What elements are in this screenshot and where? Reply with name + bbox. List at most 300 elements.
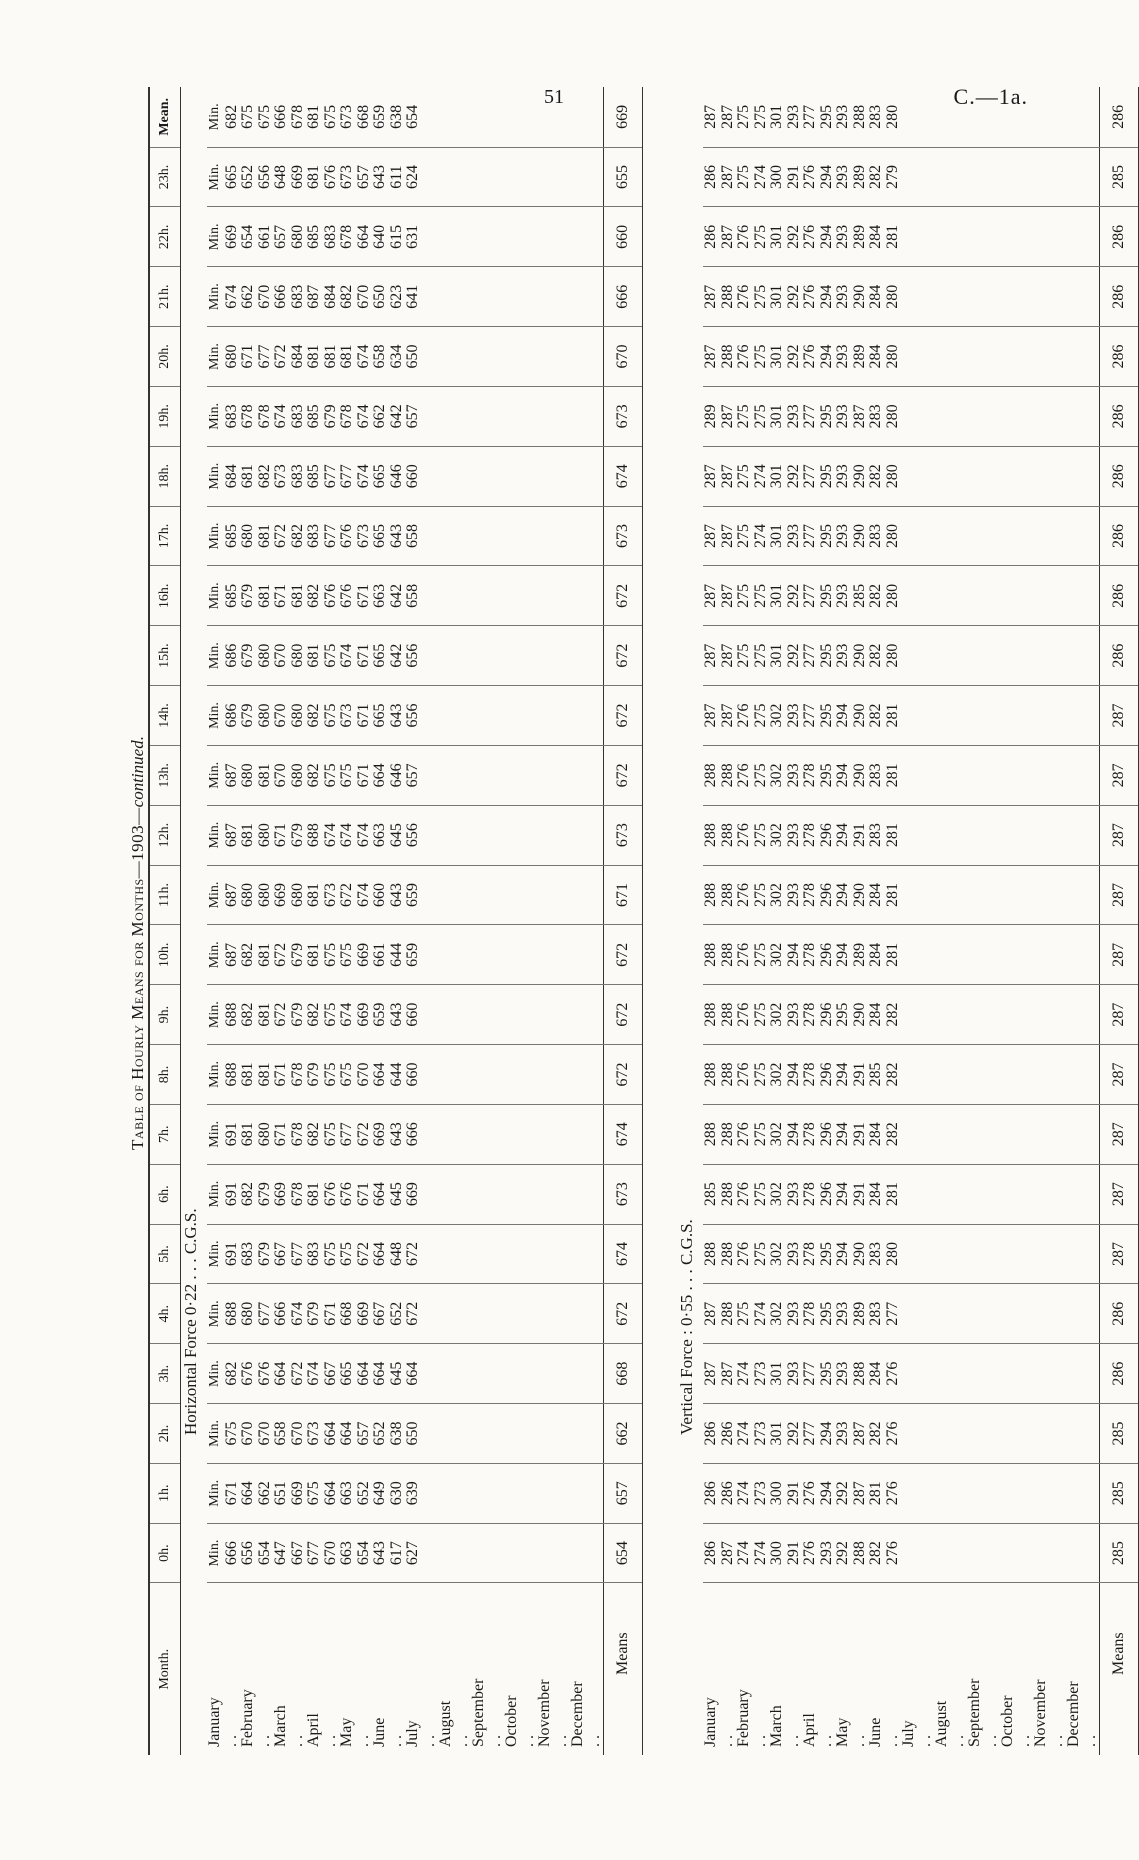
value-cell: 293 (784, 1182, 802, 1207)
value-cell: 278 (801, 763, 818, 788)
mean-value: 286 (1100, 446, 1139, 506)
mean-value: 287 (1100, 1045, 1139, 1105)
value-cell: 681 (338, 344, 355, 369)
value-cell: 671 (354, 763, 372, 788)
value-cell: 284 (867, 942, 884, 967)
value-cell: 682 (222, 1361, 240, 1386)
value-cell: 675 (321, 1002, 339, 1027)
column-header-8h: 8h. (149, 1045, 181, 1105)
value-cell: 669 (288, 165, 306, 190)
value-cell: 666 (272, 1301, 289, 1326)
mean-value: 673 (604, 1164, 643, 1224)
value-cell: 287 (850, 1421, 868, 1446)
month-label (703, 1584, 736, 1748)
month-name: September (470, 1678, 487, 1747)
hour-values (703, 1164, 1100, 1224)
month-name: December (569, 1681, 586, 1747)
value-cell: 288 (718, 1062, 736, 1087)
value-cell: 274 (751, 165, 769, 190)
value-cell: 682 (239, 1182, 256, 1207)
value-cell: 682 (305, 1122, 322, 1147)
hour-values (207, 1045, 604, 1105)
value-cell: 678 (288, 1182, 306, 1207)
value-cell: 658 (371, 344, 388, 369)
unit-label: Min. (207, 1240, 222, 1268)
value-cell: 664 (371, 1241, 388, 1266)
leader-dots: . . (486, 1735, 504, 1747)
value-cell: 672 (288, 1361, 306, 1386)
mean-value: 286 (1100, 626, 1139, 686)
value-cell: 672 (272, 1002, 289, 1027)
value-cell: 671 (222, 1481, 240, 1506)
value-cell: 278 (801, 942, 818, 967)
value-cell: 276 (801, 224, 818, 249)
value-cell: 301 (768, 344, 785, 369)
means-label: Means (1100, 1583, 1139, 1755)
value-cell: 675 (321, 1241, 339, 1266)
mean-value: 672 (604, 745, 643, 805)
value-cell: 276 (735, 224, 752, 249)
value-cell: 657 (272, 224, 289, 249)
value-cell: 670 (354, 284, 372, 309)
value-cell: 291 (784, 165, 802, 190)
value-cell: 670 (288, 1421, 306, 1446)
value-cell: 277 (801, 703, 818, 728)
value-cell: 681 (305, 344, 322, 369)
value-cell: 668 (354, 104, 372, 129)
month-label (868, 1584, 901, 1748)
section-heading-row (181, 87, 208, 1755)
mean-value: 286 (1100, 506, 1139, 566)
value-cell: 681 (305, 942, 322, 967)
value-cell: 275 (751, 1182, 769, 1207)
hour-values (207, 147, 604, 207)
value-cell: 679 (305, 1301, 322, 1326)
value-cell: 287 (702, 524, 719, 549)
value-cell: 301 (768, 284, 785, 309)
value-cell: 287 (718, 224, 736, 249)
hour-values (703, 1224, 1100, 1284)
value-cell: 672 (404, 1301, 421, 1326)
value-cell: 289 (850, 224, 868, 249)
value-cell: 676 (321, 1182, 339, 1207)
value-cell: 658 (272, 1421, 289, 1446)
unit-label: Min. (207, 223, 222, 251)
value-cell: 671 (354, 1182, 372, 1207)
leader-dots: . . (552, 1735, 570, 1747)
value-cell: 672 (354, 1241, 372, 1266)
value-cell: 283 (867, 104, 884, 129)
value-cell: 646 (387, 464, 405, 489)
mean-value: 285 (1100, 1523, 1139, 1583)
value-cell: 643 (371, 165, 388, 190)
value-cell: 674 (354, 882, 372, 907)
value-cell: 275 (751, 1241, 769, 1266)
value-cell: 645 (387, 1361, 405, 1386)
value-cell: 617 (387, 1541, 405, 1566)
value-cell: 661 (371, 942, 388, 967)
value-cell: 276 (801, 1481, 818, 1506)
value-cell: 283 (867, 524, 884, 549)
value-cell: 680 (239, 882, 256, 907)
value-cell: 642 (387, 643, 405, 668)
month-name: March (768, 1705, 785, 1747)
column-header-6h: 6h. (149, 1164, 181, 1224)
value-cell: 674 (354, 404, 372, 429)
value-cell: 287 (702, 284, 719, 309)
value-cell: 684 (321, 284, 339, 309)
value-cell: 675 (305, 1481, 322, 1506)
section-heading: Vertical Force : 0·55 . . . C.G.S. (677, 1219, 696, 1435)
value-cell: 294 (817, 344, 835, 369)
value-cell: 649 (371, 1481, 388, 1506)
value-cell: 296 (817, 823, 835, 848)
value-cell: 295 (817, 464, 835, 489)
hour-values (703, 566, 1100, 626)
value-cell: 643 (371, 1541, 388, 1566)
mean-value: 286 (1100, 87, 1139, 147)
leader-dots: . . (420, 1735, 438, 1747)
month-label (504, 1584, 537, 1748)
value-cell: 681 (305, 165, 322, 190)
hour-values (703, 985, 1100, 1045)
value-cell: 294 (817, 1421, 835, 1446)
leader-dots: . . (321, 1735, 339, 1747)
value-cell: 681 (305, 104, 322, 129)
value-cell: 641 (404, 284, 421, 309)
month-name: January (206, 1697, 223, 1747)
value-cell: 657 (354, 1421, 372, 1446)
value-cell: 662 (239, 284, 256, 309)
value-cell: 301 (768, 104, 785, 129)
month-names (207, 1583, 604, 1755)
value-cell: 275 (751, 224, 769, 249)
value-cell: 286 (702, 1421, 719, 1446)
monthly-data-row (207, 87, 604, 1755)
value-cell: 277 (801, 643, 818, 668)
hour-values (207, 87, 604, 147)
leader-dots: . . (883, 1735, 901, 1747)
value-cell: 674 (338, 823, 355, 848)
value-cell: 283 (867, 1301, 884, 1326)
value-cell: 276 (735, 882, 752, 907)
value-cell: 685 (305, 404, 322, 429)
value-cell: 669 (404, 1182, 421, 1207)
value-cell: 663 (338, 1541, 355, 1566)
value-cell: 678 (288, 1062, 306, 1087)
unit-label: Min. (207, 1180, 222, 1208)
value-cell: 292 (834, 1541, 851, 1566)
hour-values (207, 925, 604, 985)
value-cell: 681 (305, 1182, 322, 1207)
month-label (471, 1584, 504, 1748)
value-cell: 301 (768, 524, 785, 549)
value-cell: 652 (387, 1301, 405, 1326)
mean-value: 672 (604, 1284, 643, 1344)
value-cell: 652 (354, 1481, 372, 1506)
month-label (405, 1584, 438, 1748)
value-cell: 680 (239, 1301, 256, 1326)
month-label (570, 1584, 603, 1748)
value-cell: 293 (834, 224, 851, 249)
leader-dots: . . (916, 1735, 934, 1747)
unit-label: Min. (207, 1420, 222, 1447)
value-cell: 276 (801, 344, 818, 369)
hour-values (703, 686, 1100, 746)
value-cell: 288 (718, 1002, 736, 1027)
value-cell: 642 (387, 404, 405, 429)
leader-dots: . . (387, 1735, 405, 1747)
value-cell: 615 (387, 224, 405, 249)
value-cell: 664 (321, 1481, 339, 1506)
value-cell: 302 (768, 942, 785, 967)
value-cell: 282 (883, 1122, 901, 1147)
unit-label: Min. (207, 1300, 222, 1328)
hour-values (703, 745, 1100, 805)
mean-value: 285 (1100, 147, 1139, 207)
value-cell: 643 (387, 703, 405, 728)
value-cell: 302 (768, 1002, 785, 1027)
mean-value: 285 (1100, 1463, 1139, 1523)
value-cell: 679 (255, 1241, 273, 1266)
value-cell: 683 (288, 464, 306, 489)
value-cell: 289 (850, 1301, 868, 1326)
column-header-5h: 5h. (149, 1224, 181, 1284)
month-label (240, 1584, 273, 1748)
value-cell: 643 (387, 1122, 405, 1147)
mean-value: 669 (604, 87, 643, 147)
value-cell: 277 (801, 404, 818, 429)
value-cell: 674 (288, 1301, 306, 1326)
column-header-15h: 15h. (149, 626, 181, 686)
value-cell: 670 (321, 1541, 339, 1566)
unit-label: Min. (207, 1360, 222, 1388)
value-cell: 687 (222, 763, 240, 788)
value-cell: 676 (321, 165, 339, 190)
value-cell: 294 (834, 1241, 851, 1266)
value-cell: 664 (354, 1361, 372, 1386)
mean-value: 672 (604, 985, 643, 1045)
value-cell: 663 (371, 583, 388, 608)
hour-values (207, 1463, 604, 1523)
leader-dots: . . (850, 1735, 868, 1747)
value-cell: 670 (255, 284, 273, 309)
hour-values (207, 1344, 604, 1404)
value-cell: 683 (288, 404, 306, 429)
value-cell: 293 (784, 1301, 802, 1326)
hour-values (703, 1284, 1100, 1344)
value-cell: 287 (702, 643, 719, 668)
value-cell: 685 (222, 524, 240, 549)
value-cell: 675 (321, 104, 339, 129)
value-cell: 684 (222, 464, 240, 489)
leader-dots: . . (949, 1735, 967, 1747)
value-cell: 680 (255, 643, 273, 668)
value-cell: 660 (404, 1002, 421, 1027)
value-cell: 681 (239, 1062, 256, 1087)
value-cell: 669 (288, 1481, 306, 1506)
value-cell: 678 (288, 104, 306, 129)
value-cell: 290 (850, 284, 868, 309)
mean-value: 666 (604, 267, 643, 327)
value-cell: 688 (222, 1002, 240, 1027)
value-cell: 673 (272, 464, 289, 489)
mean-value: 287 (1100, 865, 1139, 925)
value-cell: 287 (850, 404, 868, 429)
value-cell: 671 (354, 583, 372, 608)
value-cell: 278 (801, 823, 818, 848)
value-cell: 284 (867, 1361, 884, 1386)
value-cell: 666 (222, 1541, 240, 1566)
value-cell: 287 (850, 1481, 868, 1506)
value-cell: 285 (702, 1182, 719, 1207)
hour-values (207, 745, 604, 805)
value-cell: 289 (850, 942, 868, 967)
leader-dots: . . (585, 1735, 603, 1747)
value-cell: 654 (354, 1541, 372, 1566)
value-cell: 277 (801, 1421, 818, 1446)
value-cell: 300 (768, 1481, 785, 1506)
value-cell: 671 (321, 1301, 339, 1326)
value-cell: 674 (354, 344, 372, 369)
value-cell: 286 (702, 1481, 719, 1506)
hour-values (703, 1344, 1100, 1404)
value-cell: 674 (305, 1361, 322, 1386)
value-cell: 679 (239, 583, 256, 608)
hour-values (207, 865, 604, 925)
value-cell: 665 (222, 165, 240, 190)
value-cell: 275 (735, 165, 752, 190)
value-cell: 300 (768, 165, 785, 190)
value-cell: 291 (850, 1062, 868, 1087)
value-cell: 275 (735, 464, 752, 489)
value-cell: 673 (305, 1421, 322, 1446)
value-cell: 274 (735, 1541, 752, 1566)
value-cell: 669 (354, 1002, 372, 1027)
leader-dots: . . (1081, 1735, 1099, 1747)
value-cell: 284 (867, 224, 884, 249)
mean-value: 672 (604, 626, 643, 686)
value-cell: 681 (255, 942, 273, 967)
value-cell: 680 (239, 763, 256, 788)
value-cell: 656 (404, 643, 421, 668)
value-cell: 659 (404, 882, 421, 907)
value-cell: 675 (338, 1062, 355, 1087)
value-cell: 276 (735, 1002, 752, 1027)
value-cell: 293 (784, 1361, 802, 1386)
month-name: August (933, 1700, 950, 1747)
value-cell: 276 (735, 344, 752, 369)
value-cell: 293 (817, 1541, 835, 1566)
hour-values (207, 626, 604, 686)
value-cell: 668 (338, 1301, 355, 1326)
value-cell: 286 (702, 165, 719, 190)
hour-values (207, 686, 604, 746)
value-cell: 301 (768, 643, 785, 668)
value-cell: 688 (305, 823, 322, 848)
value-cell: 671 (272, 583, 289, 608)
value-cell: 293 (834, 583, 851, 608)
value-cell: 281 (883, 224, 901, 249)
value-cell: 292 (834, 1481, 851, 1506)
value-cell: 666 (272, 104, 289, 129)
value-cell: 276 (735, 1182, 752, 1207)
hour-values (703, 1404, 1100, 1464)
value-cell: 281 (883, 942, 901, 967)
mean-value: 286 (1100, 566, 1139, 626)
value-cell: 685 (305, 464, 322, 489)
value-cell: 294 (834, 823, 851, 848)
unit-label: Min. (207, 103, 222, 131)
value-cell: 691 (222, 1241, 240, 1266)
value-cell: 685 (222, 583, 240, 608)
column-header-21h: 21h. (149, 267, 181, 327)
month-label (537, 1584, 570, 1748)
value-cell: 672 (354, 1122, 372, 1147)
means-label: Means (604, 1583, 643, 1755)
mean-value: 672 (604, 925, 643, 985)
value-cell: 643 (387, 524, 405, 549)
hour-values (703, 87, 1100, 147)
value-cell: 286 (718, 1481, 736, 1506)
value-cell: 294 (817, 165, 835, 190)
value-cell: 290 (850, 1002, 868, 1027)
value-cell: 679 (288, 1002, 306, 1027)
section-spacer (643, 87, 678, 1755)
value-cell: 659 (404, 942, 421, 967)
leader-dots: . . (784, 1735, 802, 1747)
value-cell: 646 (387, 763, 405, 788)
unit-label: Min. (207, 402, 222, 430)
month-name: November (1032, 1679, 1049, 1747)
value-cell: 275 (751, 763, 769, 788)
value-cell: 290 (850, 524, 868, 549)
column-header-20h: 20h. (149, 327, 181, 387)
value-cell: 677 (305, 1541, 322, 1566)
column-header-19h: 19h. (149, 386, 181, 446)
mean-value: 670 (604, 327, 643, 387)
value-cell: 675 (321, 643, 339, 668)
month-name: April (305, 1713, 322, 1747)
value-cell: 669 (272, 1182, 289, 1207)
header-row (149, 87, 181, 1755)
column-header-month: Month. (149, 1583, 181, 1755)
value-cell: 280 (883, 1241, 901, 1266)
month-name: March (272, 1705, 289, 1747)
value-cell: 293 (834, 464, 851, 489)
mean-value: 662 (604, 1404, 643, 1464)
value-cell: 656 (255, 165, 273, 190)
value-cell: 293 (784, 404, 802, 429)
hour-values (207, 1164, 604, 1224)
month-label (372, 1584, 405, 1748)
value-cell: 277 (801, 583, 818, 608)
value-cell: 665 (371, 524, 388, 549)
value-cell: 293 (784, 1241, 802, 1266)
value-cell: 292 (784, 1421, 802, 1446)
value-cell: 276 (735, 763, 752, 788)
mean-value: 674 (604, 1224, 643, 1284)
value-cell: 656 (404, 703, 421, 728)
value-cell: 665 (371, 703, 388, 728)
value-cell: 672 (272, 344, 289, 369)
value-cell: 681 (321, 344, 339, 369)
value-cell: 691 (222, 1182, 240, 1207)
value-cell: 638 (387, 1421, 405, 1446)
value-cell: 677 (338, 1122, 355, 1147)
value-cell: 281 (883, 823, 901, 848)
value-cell: 664 (371, 1062, 388, 1087)
